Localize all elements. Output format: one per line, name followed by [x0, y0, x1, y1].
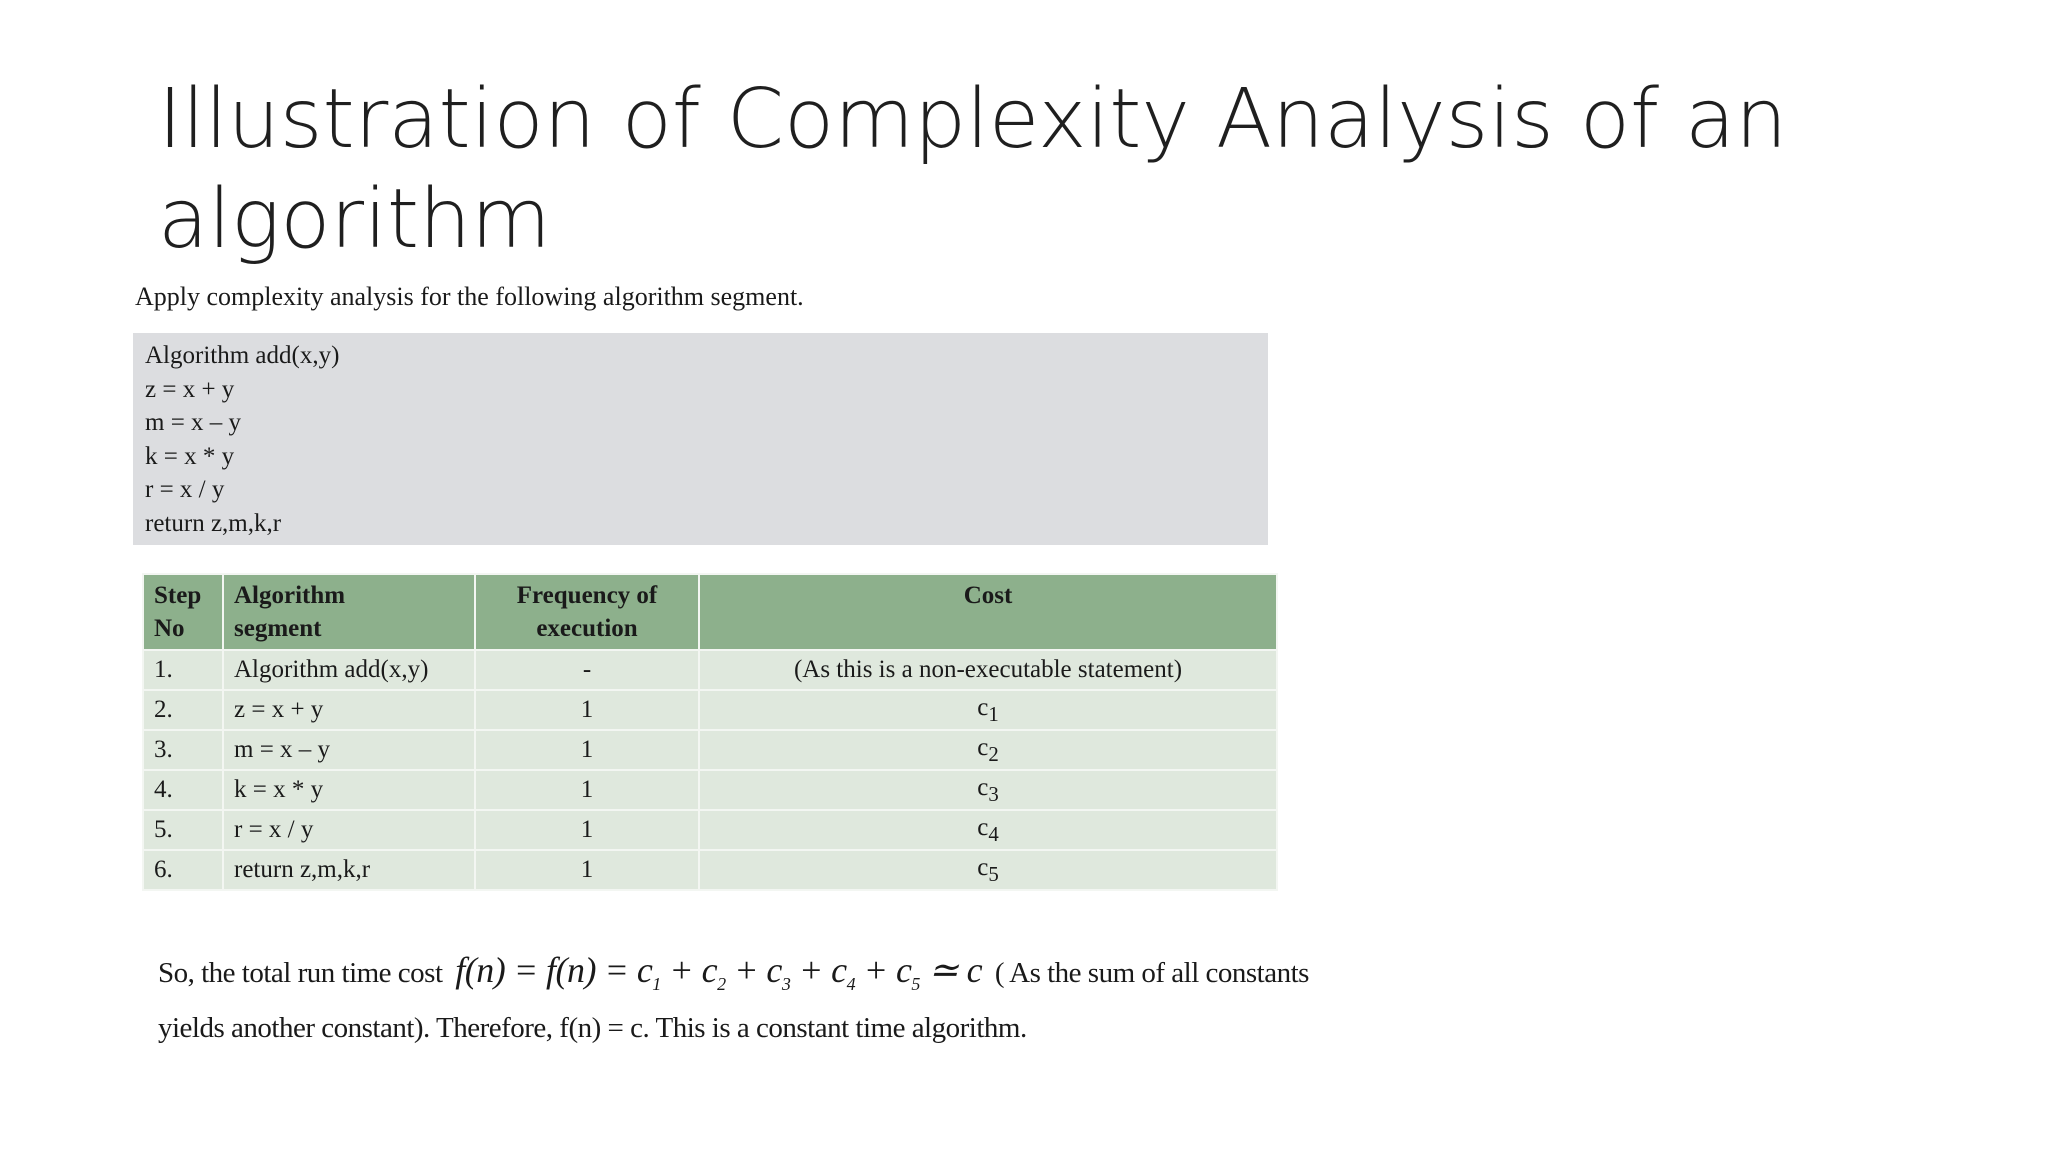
cost-subscript: 3: [988, 781, 999, 806]
cost-subscript: 5: [988, 861, 999, 886]
header-step-no: [143, 574, 223, 650]
code-line: return z,m,k,r: [145, 509, 282, 537]
cost-symbol: c: [977, 773, 989, 801]
cost-symbol: c: [977, 853, 989, 881]
cell-segment: r = x / y: [223, 810, 475, 850]
table-row: [143, 650, 1277, 690]
cell-step: 4.: [143, 770, 223, 810]
cost-subscript: 1: [988, 701, 999, 726]
header-step-line1: Step: [154, 582, 202, 609]
cell-segment: Algorithm add(x,y): [223, 650, 475, 690]
formula-sub1: 1: [652, 974, 661, 995]
cell-segment: m = x – y: [223, 730, 475, 770]
cell-frequency: 1: [475, 730, 699, 770]
header-freq-line1: Frequency of: [516, 582, 658, 609]
cost-subscript: 2: [988, 741, 999, 766]
cell-frequency: 1: [475, 850, 699, 890]
cost-symbol: c: [977, 693, 989, 721]
slide-title-line1: Illustration of Complexity Analysis of an: [158, 72, 1788, 167]
summary-prefix: So, the total run time cost: [158, 957, 443, 989]
table-row: [143, 690, 1277, 730]
table-row: [143, 730, 1277, 770]
slide-title: [158, 70, 1858, 270]
cell-step: 6.: [143, 850, 223, 890]
cell-cost: [699, 810, 1277, 850]
cell-segment: k = x * y: [223, 770, 475, 810]
formula-sub2: 2: [717, 974, 726, 995]
cost-symbol: c: [977, 733, 989, 761]
code-block: [133, 333, 1268, 545]
cell-cost: [699, 770, 1277, 810]
formula-c3: c: [766, 950, 782, 990]
formula-approx: ≃ c: [919, 950, 983, 990]
formula-sub3: 3: [781, 974, 791, 995]
cell-step: 1.: [143, 650, 223, 690]
header-algorithm-segment: [223, 574, 475, 650]
cell-frequency: 1: [475, 690, 699, 730]
formula-c1: c: [636, 950, 653, 990]
slide-title-line2: algorithm: [158, 172, 551, 267]
formula-sub5: 5: [911, 974, 920, 995]
cost-subscript: 4: [988, 821, 999, 846]
cell-cost: [699, 730, 1277, 770]
header-cost: Cost: [699, 574, 1277, 650]
formula-c4: c: [831, 950, 847, 990]
cell-step: 3.: [143, 730, 223, 770]
cell-cost: [699, 690, 1277, 730]
header-frequency: [475, 574, 699, 650]
cell-cost: [699, 850, 1277, 890]
table-row: [143, 810, 1277, 850]
cell-segment: z = x + y: [223, 690, 475, 730]
cell-segment: return z,m,k,r: [223, 850, 475, 890]
formula-lhs: f(n) = f(n) =: [455, 950, 637, 990]
header-freq-line2: execution: [536, 615, 638, 642]
cost-symbol: c: [977, 813, 989, 841]
cost-formula: $f(n) = f(n) = c_1 + c_2 + c_3 + c_4 + c_5$ ≃ c: [455, 950, 983, 995]
intro-text: Apply complexity analysis for the following algorithm segment.: [135, 282, 804, 311]
cell-frequency: 1: [475, 770, 699, 810]
summary-line2: yields another constant). Therefore, f(n) = c. This is a constant time algorithm.: [158, 1012, 1027, 1045]
code-line: Algorithm add(x,y): [145, 342, 340, 369]
complexity-table: [142, 573, 1278, 891]
formula-sub4: 4: [846, 974, 856, 995]
header-segment-line1: Algorithm: [234, 582, 346, 609]
header-step-line2: No: [154, 615, 185, 642]
table-header-row: [143, 574, 1277, 650]
code-line: r = x / y: [145, 476, 225, 503]
summary-text: [158, 948, 1338, 1050]
code-line: z = x + y: [145, 375, 235, 403]
summary-suffix: ( As the sum of all constants: [994, 957, 1309, 989]
cell-step: 2.: [143, 690, 223, 730]
cell-frequency: -: [475, 650, 699, 690]
cell-step: 5.: [143, 810, 223, 850]
code-line: k = x * y: [145, 442, 235, 470]
formula-c2: c: [701, 950, 718, 990]
formula-c5: c: [895, 950, 912, 990]
header-segment-line2: segment: [234, 615, 322, 642]
table-row: [143, 770, 1277, 810]
cell-cost: (As this is a non-executable statement): [699, 650, 1277, 690]
code-line: m = x – y: [145, 409, 242, 436]
cell-frequency: 1: [475, 810, 699, 850]
table-row: [143, 850, 1277, 890]
